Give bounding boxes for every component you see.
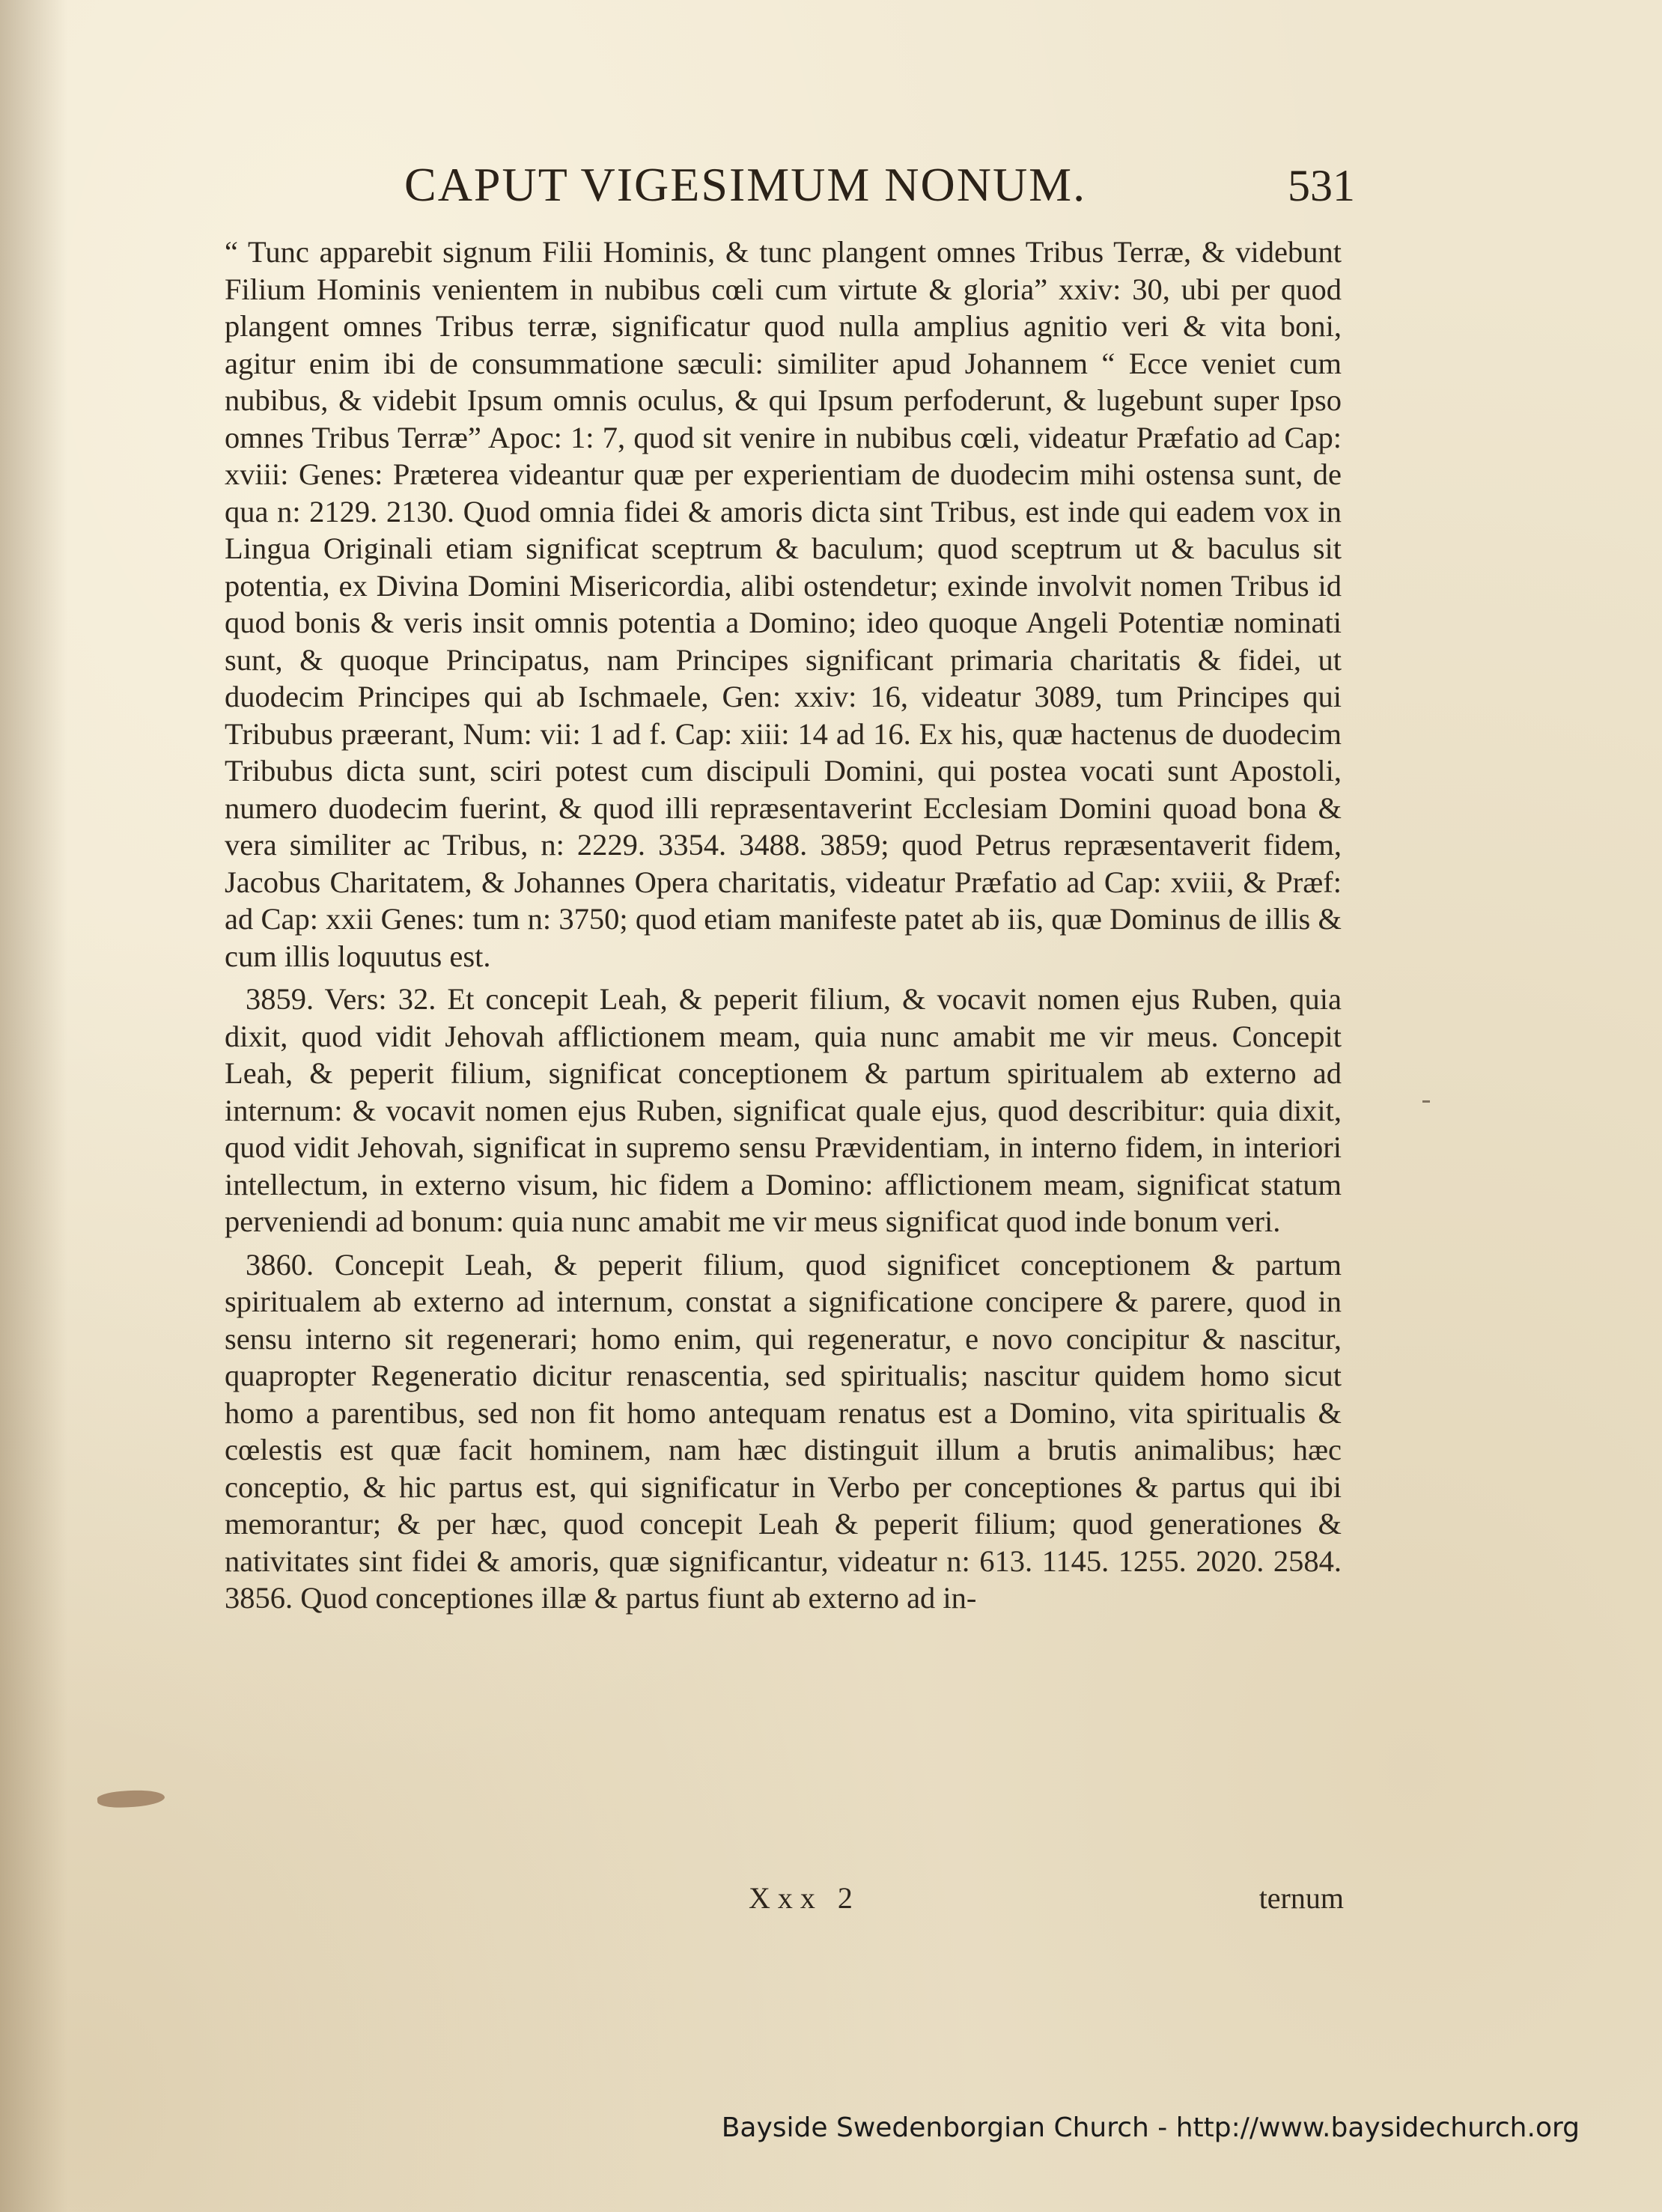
paragraph-3860: 3860. Concepit Leah, & peperit filium, quod significet conceptionem & partum spiritualem ab externo ad internum, constat a significatione concipere & parere, quod in sensu interno sit regenerari; homo enim, qui regeneratur, e novo concipitur & nascitur, quapropter Regeneratio dicitur renascentia, sed spiritualis; nascitur quidem homo sicut homo a parentibus, sed non fit homo antequam renatus est a Domino, vita spiritualis & cœlestis est quæ facit hominem, nam hæc distinguit illum a brutis animalibus; hæc conceptio, & hic partus est, qui significatur in Verbo per conceptiones & partus qui ibi memorantur; & per hæc, quod concepit Leah & peperit filium; quod generationes & nativitates sint fidei & amoris, quæ significantur, videatur n: 613. 1145. 1255. 2020. 2584. 3856. Quod conceptiones illæ & partus fiunt ab externo ad in- — [225, 1247, 1342, 1615]
page-number: 531 — [1288, 161, 1355, 210]
paragraph-continuation: “ Tunc apparebit signum Filii Hominis, & tunc plangent omnes Tribus Terræ, & videbunt Filium Hominis venientem in nubibus cœli cum virtute & gloria” xxiv: 30, ubi per quod plangent omnes Tribus terræ, significatur quod nulla amplius agnitio veri & vita boni, agitur enim ibi de consummatione sæculi: similiter apud Johannem “ Ecce veniet cum nubibus, & videbit Ipsum omnis oculus, & qui Ipsum perfoderunt, & lugebunt super Ipso omnes Tribus Terræ” Apoc: 1: 7, quod sit venire in nubibus cœli, videatur Præfatio ad Cap: xviii: Genes: Præterea videantur quæ per experientiam de duodecim mihi ostensa sunt, de qua n: 2129. 2130. Quod omnia fidei & amoris dicta sint Tribus, est inde qui eadem vox in Lingua Originali etiam significat sceptrum & baculum; quod sceptrum ut & baculus sit potentia, ex Divina Domini Misericordia, alibi ostendetur; exinde involvit nomen Tribus id quod bonis & veris insit omnis potentia a Domino; ideo quoque Angeli Potentiæ nominati sunt, & quoque Principatus, nam Principes significant primaria charitatis & fidei, ut duodecim Principes qui ab Ischmaele, Gen: xxiv: 16, videatur 3089, tum Principes qui Tribubus præerant, Num: vii: 1 ad f. Cap: xiii: 14 ad 16. Ex his, quæ hactenus de duodecim Tribubus dicta sunt, sciri potest cum discipuli Domini, qui postea vocati sunt Apostoli, numero duodecim fuerint, & quod illi repræsentaverint Ecclesiam Domini quoad bona & vera similiter ac Tribus, n: 2229. 3354. 3488. 3859; quod Petrus repræsentaverit fidem, Jacobus Charitatem, & Johannes Opera charitatis, videatur Præfatio ad Cap: xviii, & Præf: ad Cap: xxii Genes: tum n: 3750; quod etiam manifeste patet ab iis, quæ Dominus de illis & cum illis loquutus est. — [225, 235, 1342, 973]
paper-stain — [97, 1788, 165, 1809]
watermark-text: Bayside Swedenborgian Church - http://www.baysidechurch.org — [721, 2112, 1580, 2143]
paragraph-3859: 3859. Vers: 32. Et concepit Leah, & peperit filium, & vocavit nomen ejus Ruben, quia dixit, quod vidit Jehovah afflictionem meam, quia nunc amabit me vir meus. Concepit Leah, & peperit filium, significat conceptionem & partum spiritualem ab externo ad internum: & vocavit nomen ejus Ruben, significat quale ejus, quod describitur: quia dixit, quod vidit Jehovah, significat in supremo sensu Prævidentiam, in interno fidem, in interiori intellectum, in externo visum, hic fidem a Domino: afflictionem meam, significat statum perveniendi ad bonum: quia nunc amabit me vir meus significat quod inde bonum veri. — [225, 982, 1342, 1238]
signature-mark: Xxx 2 — [749, 1881, 860, 1915]
body-text — [225, 234, 1342, 1623]
running-head: CAPUT VIGESIMUM NONUM. — [404, 158, 1087, 211]
catchword: ternum — [1258, 1881, 1344, 1915]
ink-spot — [1422, 1100, 1430, 1103]
page-header — [225, 157, 1355, 225]
binding-gutter-shadow — [0, 0, 67, 2212]
